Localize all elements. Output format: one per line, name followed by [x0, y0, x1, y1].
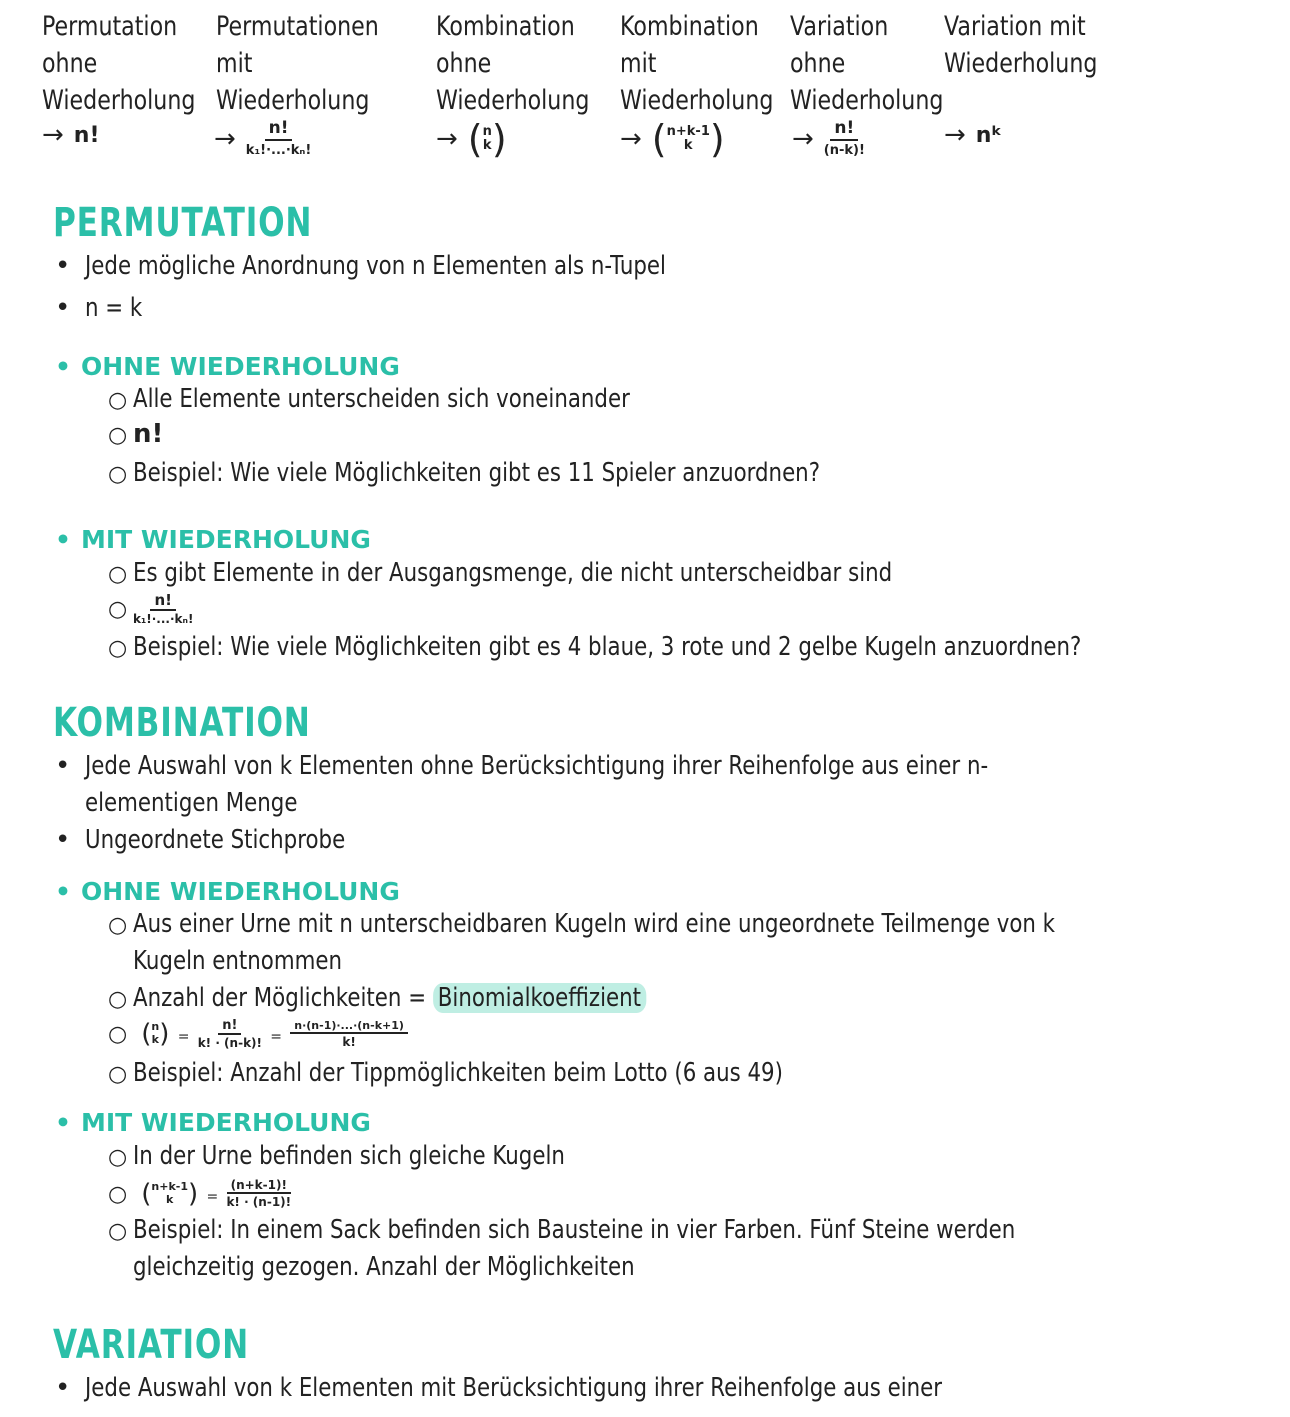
item-text: gleichzeitig gezogen. Anzahl der Möglichkeiten: [133, 1252, 635, 1282]
list-item-formula: ○ ( n+k-1 k ) = $\frac{(n+k-1)!}{k! \cdot (n-1)!}$: [108, 1178, 292, 1209]
header-line: Variation mit: [944, 11, 1086, 42]
binomial: ( n k ): [141, 1018, 170, 1049]
item-text: Anzahl der Möglichkeiten =: [133, 983, 433, 1013]
item-text: Aus einer Urne mit n unterscheidbaren Kugeln wird eine ungeordnete Teilmenge von k: [133, 909, 1056, 939]
header-line: ohne: [42, 48, 98, 79]
item-text: Beispiel: In einem Sack befinden sich Bausteine in vier Farben. Fünf Steine werden: [133, 1215, 1016, 1245]
header-line: mit: [620, 48, 657, 79]
list-item: ○ Alle Elemente unterscheiden sich voneinander: [108, 381, 739, 419]
item-text: Alle Elemente unterscheiden sich voneinander: [133, 384, 630, 414]
fraction-den: k! · (n-1)!: [226, 1195, 292, 1209]
header-line: Kombination: [436, 11, 575, 42]
header-col-perm-ohne: [42, 8, 195, 119]
header-line: Permutation: [42, 11, 178, 42]
item-text: Es gibt Elemente in der Ausgangsmenge, die nicht unterscheidbar sind: [133, 558, 893, 588]
highlight-binomialkoeffizient: Binomialkoeffizient: [433, 983, 646, 1013]
item-text: In der Urne befinden sich gleiche Kugeln: [133, 1141, 565, 1171]
binom-bottom: k: [166, 1192, 174, 1206]
formula-text: n!: [73, 122, 100, 148]
subtitle-komb-mit: • MIT WIEDERHOLUNG: [55, 1108, 371, 1137]
bullet-text: Ungeordnete Stichprobe: [85, 825, 346, 855]
formula-var-mit: [944, 120, 1002, 150]
list-item-continuation: [133, 943, 388, 980]
bullet: • n = k: [55, 290, 155, 327]
list-item: ○ Beispiel: Wie viele Möglichkeiten gibt es 11 Spieler anzuordnen?: [108, 455, 971, 493]
header-line: Wiederholung: [944, 48, 1098, 79]
fraction-den: (n-k)!: [823, 143, 865, 158]
fraction-den: k₁!·...·kₙ!: [133, 611, 194, 626]
bullet-text: Jede Auswahl von k Elementen ohne Berücksichtigung ihrer Reihenfolge aus einer n-: [85, 751, 989, 781]
item-text: n!: [133, 419, 164, 449]
bullet-text: elementigen Menge: [85, 788, 298, 818]
subtitle-text: MIT WIEDERHOLUNG: [81, 525, 371, 554]
header-line: Permutationen: [216, 11, 379, 42]
bullet: • Jede mögliche Anordnung von n Elementen als n-Tupel: [55, 248, 794, 285]
fraction: [198, 1019, 262, 1049]
formula-komb-mit: [620, 117, 725, 161]
subtitle-text: OHNE WIEDERHOLUNG: [81, 877, 400, 906]
header-line: Wiederholung: [42, 85, 196, 116]
binom-top: n+k-1: [151, 1180, 189, 1194]
formula-var-ohne: [792, 120, 865, 157]
list-item: ○ Es gibt Elemente in der Ausgangsmenge, die nicht unterscheidbar sind: [108, 555, 1059, 593]
fraction-num: n!: [218, 1019, 241, 1035]
arrow-icon: →: [214, 123, 236, 154]
fraction: [226, 1179, 291, 1208]
item-text: Beispiel: Wie viele Möglichkeiten gibt es 11 Spieler anzuordnen?: [133, 458, 821, 488]
list-item: ○ Beispiel: Wie viele Möglichkeiten gibt es 4 blaue, 3 rote und 2 gelbe Kugeln anzuordnen?: [108, 629, 1290, 667]
header-col-komb-mit: [620, 8, 773, 119]
subtitle-komb-ohne: • OHNE WIEDERHOLUNG: [55, 877, 400, 906]
header-line: Wiederholung: [620, 85, 774, 116]
list-item: ○ $\frac{n!}{\text{k₁!·...·kₙ!}}$: [108, 590, 194, 626]
subtitle-text: OHNE WIEDERHOLUNG: [81, 352, 400, 381]
bullet: • Jede Auswahl von k Elementen ohne Berücksichtigung ihrer Reihenfolge aus einer n-: [55, 748, 1186, 785]
header-col-var-mit: [944, 8, 1097, 82]
binomial: ( n+k-1 k ): [141, 1178, 199, 1209]
item-text: Beispiel: Anzahl der Tippmöglichkeiten beim Lotto (6 aus 49): [133, 1058, 783, 1088]
fraction-num: n!: [265, 120, 293, 141]
binom-top: n: [151, 1020, 160, 1034]
section-title-permutation: PERMUTATION: [53, 200, 313, 246]
item-text: Beispiel: Wie viele Möglichkeiten gibt es 4 blaue, 3 rote und 2 gelbe Kugeln anzuordnen?: [133, 632, 1082, 662]
header-col-komb-ohne: [436, 8, 589, 119]
section-title-variation: VARIATION: [53, 1322, 250, 1368]
subtitle-text: MIT WIEDERHOLUNG: [81, 1108, 371, 1137]
binom-bottom: k: [482, 138, 492, 153]
arrow-icon: →: [944, 120, 966, 150]
bullet-continuation: [85, 785, 344, 822]
fraction-num: n!: [150, 593, 176, 611]
arrow-icon: →: [620, 124, 642, 154]
bullet: • Ungeordnete Stichprobe: [55, 822, 402, 859]
header-line: ohne: [790, 48, 846, 79]
binom-top: n+k-1: [666, 123, 710, 139]
bullet: • Jede Auswahl von k Elementen mit Berücksichtigung ihrer Reihenfolge aus einer: [55, 1370, 1130, 1407]
binom-top: n: [482, 123, 492, 139]
header-line: Wiederholung: [790, 85, 944, 116]
bullet-text: Jede mögliche Anordnung von n Elementen als n-Tupel: [85, 251, 666, 281]
header-col-var-ohne: [790, 8, 943, 119]
binom-bottom: k: [683, 138, 693, 153]
list-item: ○ Beispiel: Anzahl der Tippmöglichkeiten beim Lotto (6 aus 49): [108, 1055, 926, 1093]
list-item: ○ In der Urne befinden sich gleiche Kugeln: [108, 1138, 660, 1176]
list-item: ○ Beispiel: In einem Sack befinden sich Bausteine in vier Farben. Fünf Steine werden: [108, 1212, 1209, 1250]
section-title-kombination: KOMBINATION: [53, 700, 311, 746]
binom-bottom: k: [151, 1032, 159, 1046]
header-line: ohne: [436, 48, 492, 79]
binomial: ( n+k-1 k ): [651, 117, 725, 161]
list-item: ○ Aus einer Urne mit n unterscheidbaren Kugeln wird eine ungeordnete Teilmenge von k: [108, 906, 1257, 944]
list-item: ○ n!: [108, 419, 164, 449]
header-line: Variation: [790, 11, 889, 42]
header-line: Wiederholung: [216, 85, 370, 116]
fraction-num: (n+k-1)!: [227, 1179, 291, 1194]
list-item-continuation: [133, 1249, 745, 1286]
header-col-perm-mit: [216, 8, 379, 119]
list-item-formula: ○ ( n k ) = $\frac{n!}{k! \cdot (n-k)!}$ = $\frac{n\cdot(n-1)\cdot...\cdot(n-k+1)}{k!}$: [108, 1015, 408, 1056]
binomial: ( n k ): [467, 117, 507, 161]
formula-perm-mit: [214, 120, 311, 157]
item-text: Kugeln entnommen: [133, 946, 343, 976]
formula-text: nᵏ: [975, 122, 1003, 148]
fraction-den: k!: [342, 1034, 356, 1049]
fraction: [290, 1020, 408, 1048]
fraction-den: k₁!·...·kₙ!: [245, 143, 312, 158]
header-line: Wiederholung: [436, 85, 590, 116]
fraction: [246, 120, 311, 157]
arrow-icon: →: [436, 124, 458, 154]
fraction-num: n!: [830, 120, 858, 141]
list-item: ○ Anzahl der Möglichkeiten = Binomialkoeffizient: [108, 980, 759, 1018]
formula-perm-ohne: [42, 120, 100, 150]
subtitle-perm-ohne: • OHNE WIEDERHOLUNG: [55, 352, 400, 381]
fraction-num: n·(n-1)·...·(n-k+1): [290, 1020, 408, 1034]
arrow-icon: →: [42, 120, 64, 150]
header-line: Kombination: [620, 11, 759, 42]
bullet-text: Jede Auswahl von k Elementen mit Berücksichtigung ihrer Reihenfolge aus einer: [85, 1373, 943, 1403]
fraction-den: k! · (n-k)!: [197, 1035, 262, 1050]
header-line: mit: [216, 48, 253, 79]
fraction: [133, 590, 194, 626]
formula-komb-ohne: [436, 117, 507, 161]
fraction: [824, 120, 865, 157]
arrow-icon: →: [792, 123, 814, 154]
bullet-text: n = k: [85, 293, 143, 323]
subtitle-perm-mit: • MIT WIEDERHOLUNG: [55, 525, 371, 554]
